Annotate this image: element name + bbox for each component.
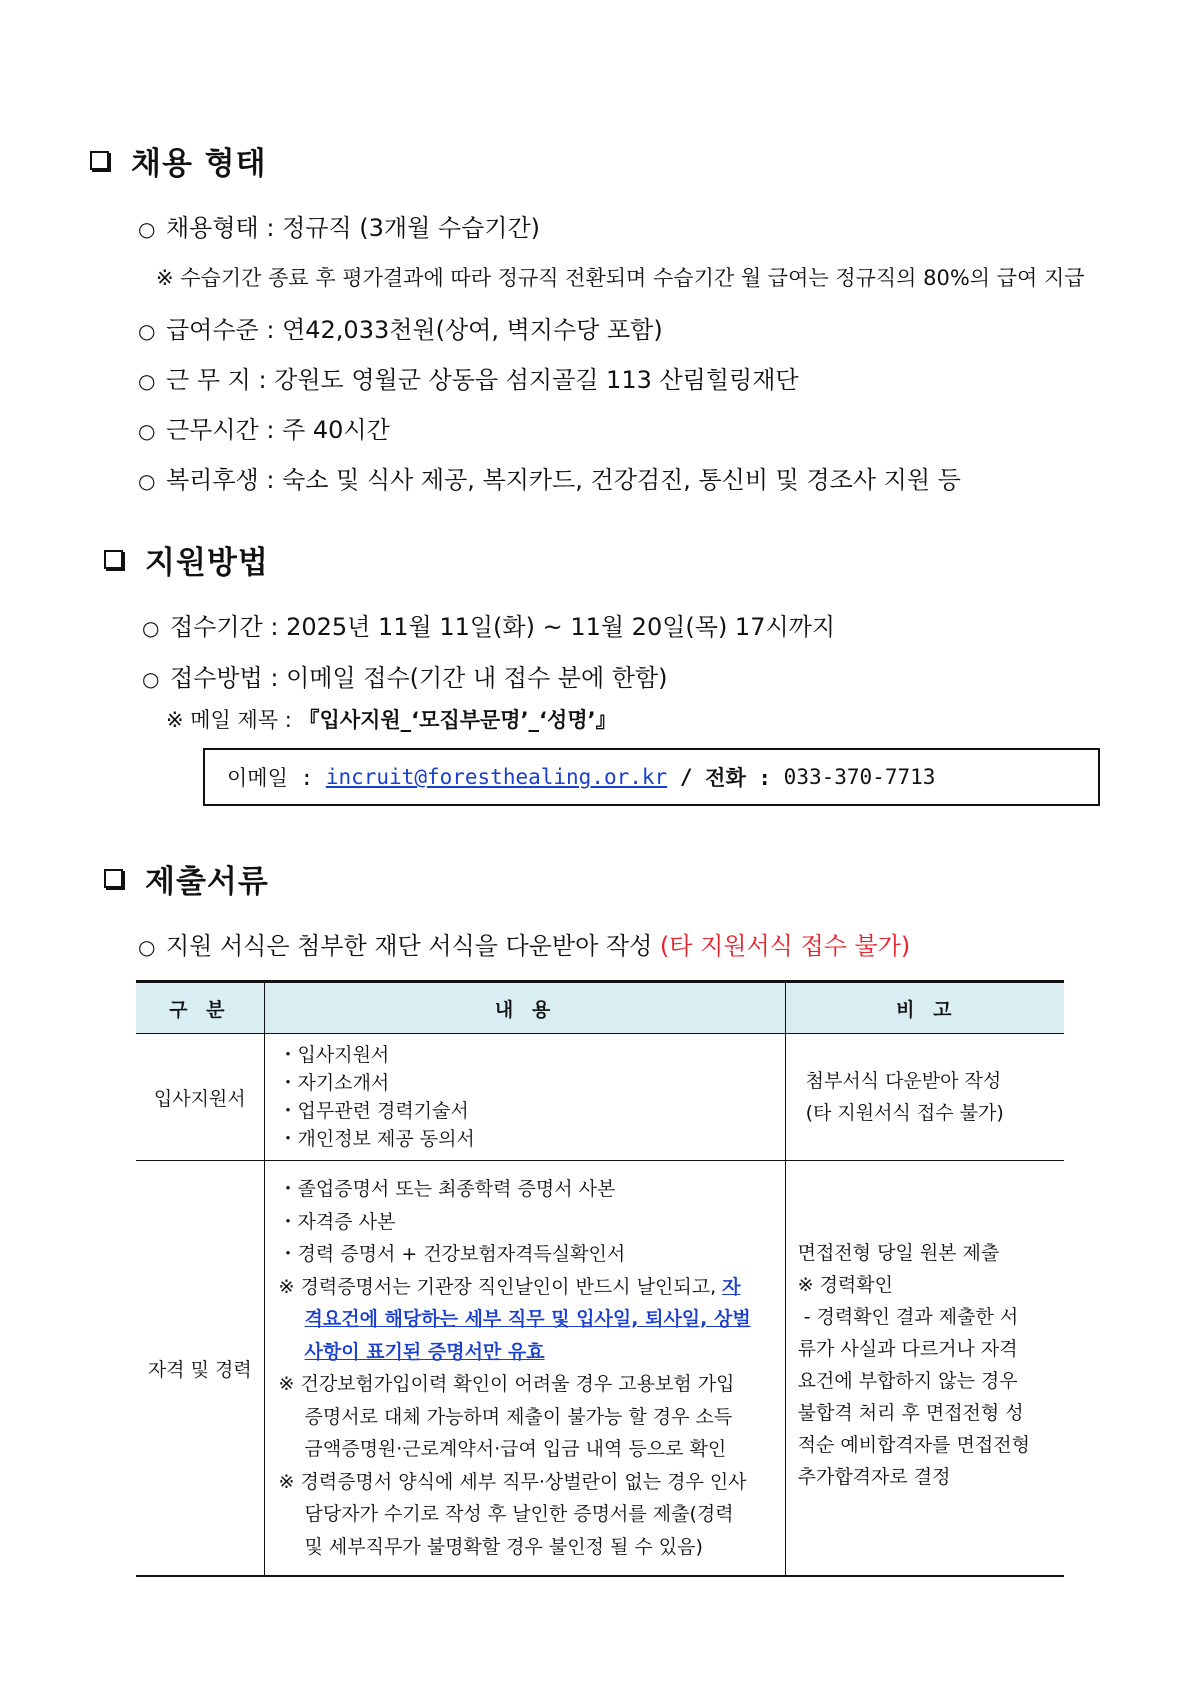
note-line — [279, 1271, 773, 1304]
line-text: 지원 서식은 첨부한 재단 서식을 다운받아 작성 — [166, 932, 653, 960]
work-hours-line — [138, 410, 390, 445]
list-item: ・경력 증명서 + 건강보험자격득실확인서 — [278, 1243, 626, 1265]
list-item: ・졸업증명서 또는 최종학력 증명서 사본 — [278, 1178, 616, 1200]
circle-bullet-icon: ○ — [138, 319, 156, 343]
email-link[interactable]: incruit@foresthealing.or.kr — [325, 765, 668, 789]
remark-line: 추가합격자로 결정 — [797, 1466, 951, 1488]
circle-bullet-icon: ○ — [138, 369, 156, 393]
table-header-row — [136, 982, 1064, 1034]
line-text: 급여수준 : 연42,033천원(상여, 벽지수당 포함) — [166, 316, 663, 344]
documents-intro-line — [138, 926, 910, 961]
row-content — [264, 1161, 785, 1577]
header-category: 구 분 — [136, 982, 264, 1034]
application-period-line — [142, 607, 835, 642]
note-line — [279, 1303, 773, 1336]
line-text: 접수방법 : 이메일 접수(기간 내 접수 분에 한함) — [170, 664, 668, 692]
mail-subject-format: 『입사지원_‘모집부문명’_‘성명’』 — [298, 708, 617, 732]
remark-line: 불합격 처리 후 면접전형 성 — [797, 1402, 1024, 1424]
checkbox-square-icon — [104, 869, 123, 888]
remark-line: 류가 사실과 다르거나 자격 — [797, 1338, 1018, 1360]
row-category: 입사지원서 — [136, 1034, 264, 1161]
separator: / — [679, 765, 693, 789]
list-item: ・자기소개서 — [278, 1072, 390, 1094]
emphasis-text: 격요건에 해당하는 세부 직무 및 입사일, 퇴사일, 상벌 — [304, 1308, 751, 1330]
email-label: 이메일 : — [227, 766, 314, 790]
circle-bullet-icon: ○ — [138, 469, 156, 493]
row-content — [264, 1034, 785, 1161]
circle-bullet-icon: ○ — [142, 667, 160, 691]
remark-line: - 경력확인 결과 제출한 서 — [797, 1306, 1019, 1328]
mail-subject-note — [166, 704, 617, 734]
section-title-text: 지원방법 — [145, 545, 269, 581]
header-remark: 비 고 — [785, 982, 1064, 1034]
remark-line: 적순 예비합격자를 면접전형 — [797, 1434, 1030, 1456]
checkbox-square-icon — [90, 151, 109, 170]
line-text: 접수기간 : 2025년 11월 11일(화) ~ 11월 20일(목) 17시까지 — [170, 613, 836, 641]
workplace-line — [138, 360, 799, 395]
row-category: 자격 및 경력 — [136, 1161, 264, 1577]
documents-table — [136, 980, 1064, 1577]
section-title-employment-type — [90, 138, 267, 183]
list-item: ・개인정보 제공 동의서 — [278, 1128, 475, 1150]
circle-bullet-icon: ○ — [138, 935, 156, 959]
note-line — [279, 1336, 773, 1369]
row-remark — [785, 1161, 1064, 1577]
salary-line — [138, 310, 663, 345]
welfare-line — [138, 460, 961, 495]
checkbox-square-icon — [104, 550, 123, 569]
remark-line: 첨부서식 다운받아 작성 — [805, 1070, 1002, 1092]
note-line: 담당자가 수기로 작성 후 날인한 증명서를 제출(경력 — [304, 1503, 734, 1525]
emphasis-text: 사항이 표기된 증명서만 유효 — [304, 1340, 545, 1363]
remark-line: (타 지원서식 접수 불가) — [805, 1102, 1004, 1124]
section-title-text: 채용 형태 — [131, 146, 267, 182]
row-remark — [785, 1034, 1064, 1161]
note-line: 증명서로 대체 가능하며 제출이 불가능 할 경우 소득 — [304, 1405, 733, 1428]
list-item: ・입사지원서 — [278, 1044, 390, 1066]
section-title-documents — [104, 856, 269, 901]
line-text: 근무시간 : 주 40시간 — [166, 416, 390, 444]
warning-text: (타 지원서식 접수 불가) — [659, 932, 911, 960]
note-line: ※ 경력증명서 양식에 세부 직무·상벌란이 없는 경우 인사 — [278, 1470, 747, 1493]
phone-label: 전화 : — [705, 766, 772, 790]
note-line: ※ 건강보험가입이력 확인이 어려울 경우 고용보험 가입 — [278, 1373, 735, 1395]
section-title-text: 제출서류 — [145, 864, 269, 900]
remark-line: 면접전형 당일 원본 제출 — [797, 1242, 1000, 1264]
line-text: 채용형태 : 정규직 (3개월 수습기간) — [166, 214, 540, 242]
phone-number: 033-370-7713 — [783, 765, 936, 789]
list-item: ・업무관련 경력기술서 — [278, 1100, 469, 1122]
circle-bullet-icon: ○ — [138, 217, 156, 241]
contact-box — [203, 748, 1100, 806]
list-item: ・자격증 사본 — [278, 1210, 396, 1233]
line-text: 복리후생 : 숙소 및 식사 제공, 복지카드, 건강검진, 통신비 및 경조사 지원 등 — [166, 466, 961, 494]
table-row — [136, 1161, 1064, 1577]
section-title-application-method — [104, 537, 269, 582]
probation-note: ※ 수습기간 종료 후 평가결과에 따라 정규직 전환되며 수습기간 월 급여는 정규직의 80%의 급여 지급 — [156, 266, 1085, 290]
remark-line: 요건에 부합하지 않는 경우 — [797, 1370, 1018, 1392]
note-line: 금액증명원·근로계약서·급여 입금 내역 등으로 확인 — [304, 1438, 727, 1460]
note-prefix: ※ 메일 제목 : — [166, 708, 299, 732]
note-text: ※ 경력증명서는 기관장 직인날인이 반드시 날인되고, — [278, 1275, 723, 1298]
table-row — [136, 1034, 1064, 1161]
employment-type-line — [138, 208, 540, 243]
application-method-line — [142, 658, 668, 693]
emphasis-text: 자 — [722, 1275, 741, 1298]
circle-bullet-icon: ○ — [142, 616, 160, 640]
circle-bullet-icon: ○ — [138, 419, 156, 443]
line-text: 근 무 지 : 강원도 영월군 상동읍 섬지골길 113 산림힐링재단 — [166, 366, 799, 394]
note-line: 및 세부직무가 불명확할 경우 불인정 될 수 있음) — [304, 1535, 703, 1558]
header-content: 내 용 — [264, 982, 785, 1034]
remark-line: ※ 경력확인 — [797, 1274, 893, 1296]
